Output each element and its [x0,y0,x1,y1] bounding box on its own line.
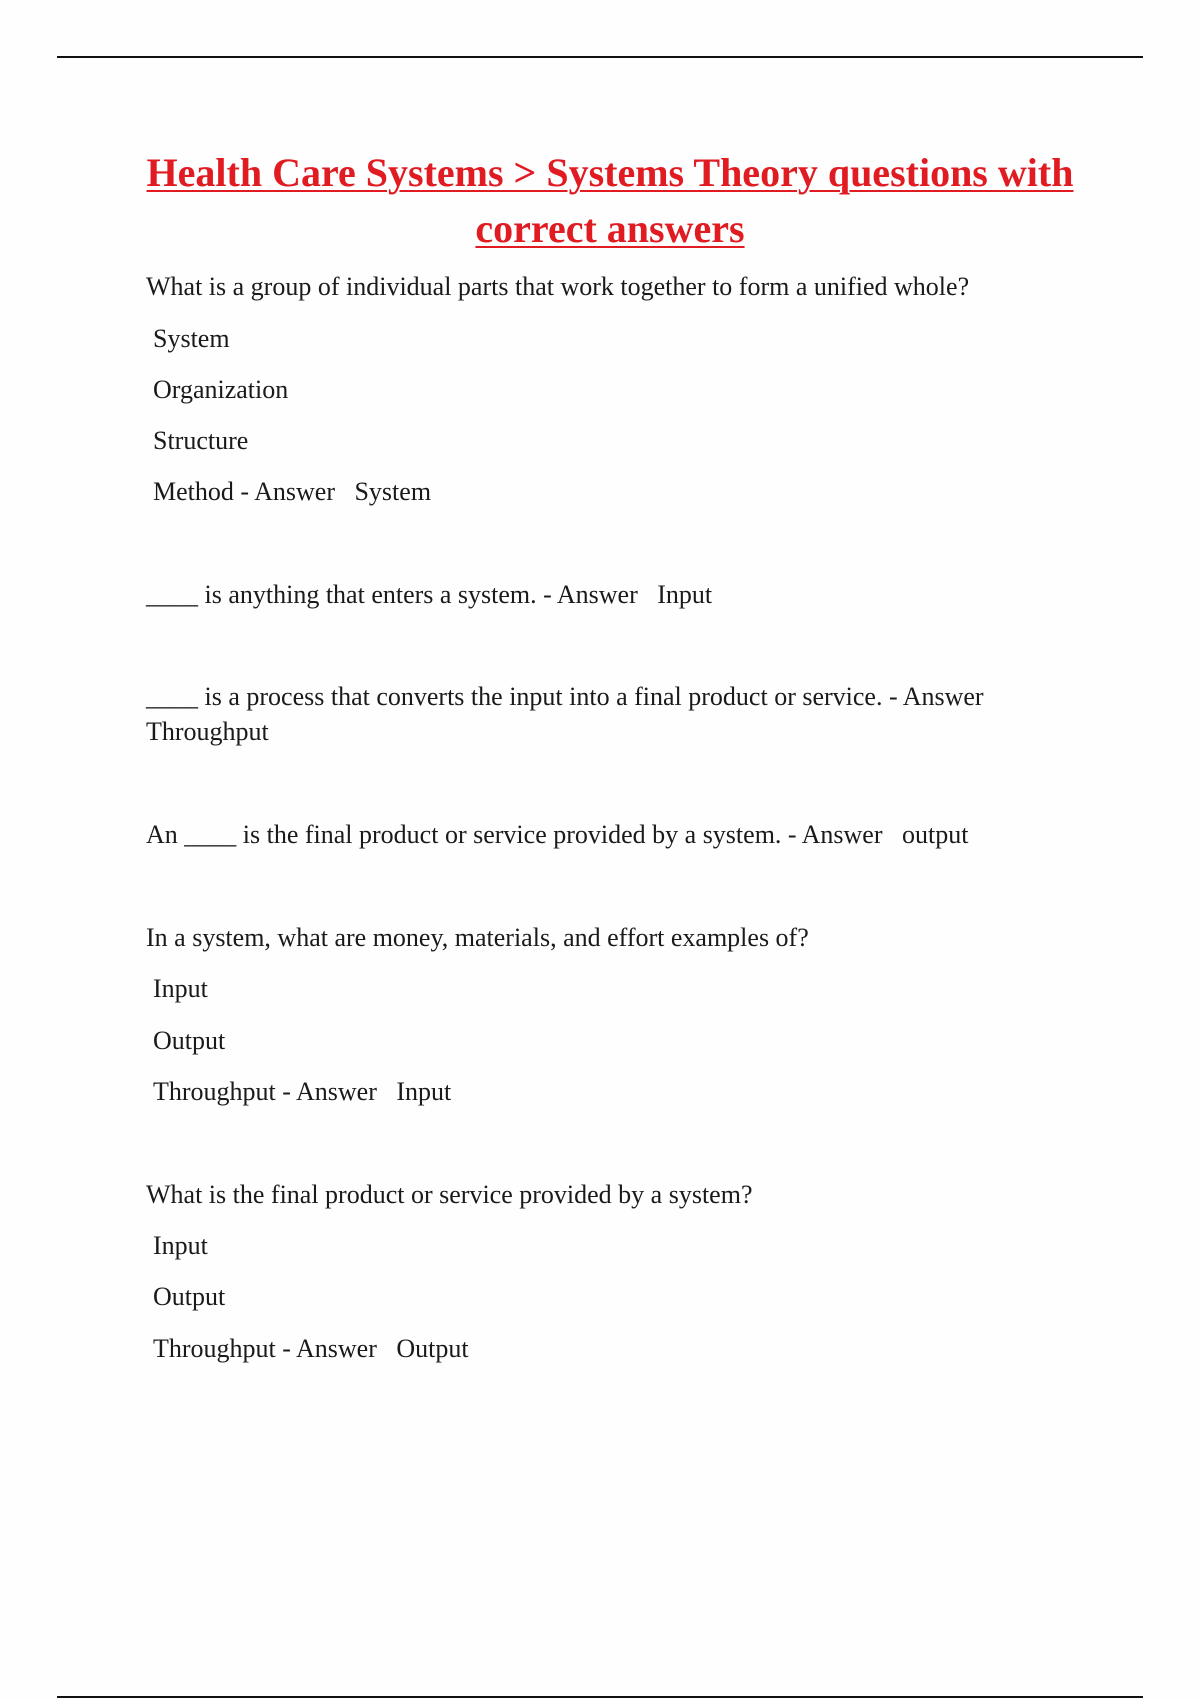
question-4-text: An ____ is the final product or service provided by a system. - Answer output [146,820,969,849]
question-3-answer: Throughput [146,717,269,746]
question-6-answer: Throughput - Answer Output [153,1334,469,1363]
document-title: Health Care Systems > Systems Theory questions with correct answers [146,150,1074,251]
footer-rule [57,1696,1143,1698]
question-1-answer: Method - Answer System [153,477,432,506]
question-6-text: What is the final product or service provided by a system? [146,1180,753,1209]
question-1-option-1: System [153,324,230,353]
question-1-option-3: Structure [153,426,249,455]
question-5-option-1: Input [153,974,208,1003]
question-6-option-2: Output [153,1282,226,1311]
question-1-text: What is a group of individual parts that work together to form a unified whole? [146,272,970,301]
question-5-answer: Throughput - Answer Input [153,1077,452,1106]
question-6-option-1: Input [153,1231,208,1260]
question-3-text: ____ is a process that converts the input into a final product or service. - Answer [146,682,984,711]
header-rule [57,56,1143,58]
question-2-text: ____ is anything that enters a system. - Answer Input [146,580,713,609]
question-1-option-2: Organization [153,375,289,404]
question-5-option-2: Output [153,1026,226,1055]
question-5-text: In a system, what are money, materials, and effort examples of? [146,923,809,952]
